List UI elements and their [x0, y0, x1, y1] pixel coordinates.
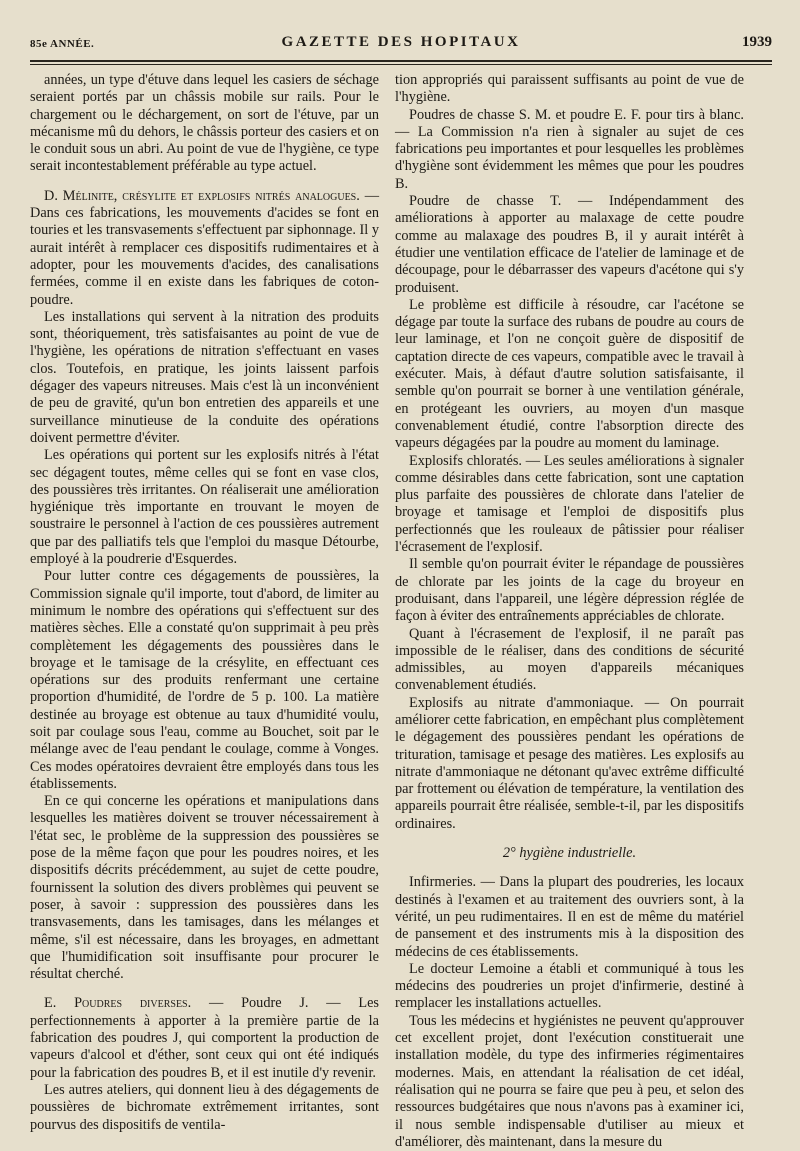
header-rule-thin: [30, 64, 772, 65]
paragraph: E. Poudres diverses. — Poudre J. — Les perfectionnements à apporter à la première partie de la fabrication des poudres J, qui comportent la production de vapeurs d'alcool et d'éther, sont ceux qui ont été indiqués pour la fabrication des poudres B, et il est inutile d'y revenir.: [30, 995, 380, 1081]
right-column: [395, 72, 744, 1150]
paragraph: Quant à l'écrasement de l'explosif, il ne paraît pas impossible de le réaliser, dans des conditions de sécurité admissibles, au moyen d'appareils mécaniques convenablement étudiés.: [395, 625, 744, 694]
paragraph: Explosifs chloratés. — Les seules améliorations à signaler comme désirables dans cette fabrication, sont une captation plus parfaite des poussières de chlorate dans l'atelier de broyage et tamisage et l'emploi de dispositifs plus perfectionnés que les rouleaux de pâtissier pour réaliser l'écrasement de l'explosif.: [395, 452, 744, 556]
paragraph: Le problème est difficile à résoudre, car l'acétone se dégage par toute la surface des rubans de poudre au cours de leur laminage, et l'on ne conçoit guère de dispositif de captation directe de ces vapeurs, compatible avec le travail à exécuter. Mais, à défaut d'autre solution satisfaisante, il semble qu'on pourrait se borner à une ventilation générale, en protégeant les ouvriers, au moyen d'un masque convenablement étudié, contre l'absorption directe des vapeurs dégagées par la poudre au moment du laminage.: [395, 296, 744, 452]
left-column: [30, 72, 379, 1137]
paragraph: Infirmeries. — Dans la plupart des poudreries, les locaux destinés à l'examen et au traitement des ouvriers sont, à la vérité, un peu rudimentaires. Il en est de même du matériel de pansement et des instruments mis à la disposition des médecins de ces établissements.: [395, 874, 744, 960]
section-lead: D. Mélinite, crésylite et explosifs nitrés analogues.: [44, 187, 360, 204]
paragraph: Les autres ateliers, qui donnent lieu à des dégagements de poussières de bichromate extrêmement irritantes, sont pourvus des dispositifs de ventila-: [30, 1081, 379, 1133]
paragraph: Il semble qu'on pourrait éviter le répandage de poussières de chlorate par les joints de la cage du broyeur en produisant, dans l'appareil, une légère dépression réglée de façon à éviter des entraînements appréciables de chlorate.: [395, 556, 744, 625]
paragraph: Tous les médecins et hygiénistes ne peuvent qu'approuver cet excellent projet, dont l'exécution constituerait une installation modèle, du type des infirmeries régimentaires modernes. Mais, en attendant la réalisation de cet idéal, réalisation qui ne pourra se faire que peu à peu, et selon des ressources budgétaires que nous n'avons pas à examiner ici, il nous semble indispensable d'utiliser au mieux et d'améliorer, dès maintenant, dans la mesure du: [395, 1012, 744, 1150]
paragraph: En ce qui concerne les opérations et manipulations dans lesquelles les matières doivent se trouver nécessairement à l'état sec, le problème de la suppression des poussières se pose de la même façon que pour les poudres noires, et les dispositifs décrits précédemment, au sujet de cette poudre, fournissent la solution des divers problèmes qui peuvent se poser, à savoir : suppression des poussières dans les transvasements, dans les tamisages, dans les mélanges et même, s'il est nécessaire, dans les broyages, en admettant que l'humidification soit insuffisante pour procurer le résultat cherché.: [30, 793, 379, 983]
section-heading: 2° hygiène industrielle.: [502, 845, 637, 862]
section-lead: E. Poudres diverses.: [44, 995, 192, 1012]
paragraph: années, un type d'étuve dans lequel les casiers de séchage seraient portés par un châssis mobile sur rails. Pour le chargement ou le déchargement, on sort de l'étuve, par un mécanisme mû du dehors, le châssis porteur des casiers et on le conduit sous un abri. Au point de vue de l'hygiène, ce type serait incontestablement préférable au type actuel.: [30, 72, 379, 175]
paragraph: Poudre de chasse T. — Indépendamment des améliorations à apporter au malaxage de cette poudre comme au malaxage des poudres B, il y aurait intérêt à étudier une ventilation efficace de l'atelier de laminage et de découpage, pour le débarrasser des vapeurs d'acétone qui s'y produisent.: [395, 193, 744, 296]
paragraph: Explosifs au nitrate d'ammoniaque. — On pourrait améliorer cette fabrication, en empêchant plus complètement le dégagement des poussières pendant les opérations de trituration, tamisage et pesage des matières. Les explosifs au nitrate d'ammoniaque ne détonant qu'avec extrême difficulté par frottement ou élévation de température, la ventilation des appareils pourrait être réalisée, semble-t-il, par les dispositifs ordinaires.: [395, 694, 744, 832]
issue-label: 85e ANNÉE.: [30, 38, 95, 50]
paragraph: tion appropriés qui paraissent suffisants au point de vue de l'hygiène.: [395, 72, 744, 106]
paragraph: D. Mélinite, crésylite et explosifs nitrés analogues. — Dans ces fabrications, les mouvements d'acides se font en touries et les transvasements s'effectuent par siphonnage. Il y aurait intérêt à remplacer ces dispositifs rudimentaires et à adopter, pour les mouvements d'acides, des canalisations fermées, comme il en existe dans les fabriques de coton-poudre.: [30, 187, 380, 308]
page-number: 1939: [742, 34, 772, 50]
header-rule-thick: [30, 60, 772, 62]
page-header: [30, 34, 772, 56]
paragraph: Pour lutter contre ces dégagements de poussières, la Commission signale qu'il importe, tout d'abord, de limiter au minimum le nombre des opérations qui s'effectuent sur des matières sèches. Elle a constaté qu'on supprimait à peu près complètement les dégagements des poussières dans le broyage et le tamisage de la crésylite, en effectuant ces opérations sur des produits renfermant une certaine proportion d'humidité, de l'ordre de 5 p. 100. La matière destinée au broyage est obtenue au taux d'humidité voulu, soit par coulage sous l'eau, comme au Bouchet, soit par le mélange avec de l'eau pendant le coulage, comme à Vonges. Ces modes opératoires devraient être employés dans tous les établissements.: [30, 568, 379, 792]
paragraph: Poudres de chasse S. M. et poudre E. F. pour tirs à blanc. — La Commission n'a rien à signaler au sujet de ces fabrications peu importantes et pour lesquelles les problèmes d'hygiène sont évidemment les mêmes que pour les poudres B.: [395, 106, 744, 192]
paragraph: Les installations qui servent à la nitration des produits sont, théoriquement, très satisfaisantes au point de vue de l'hygiène, les opérations de nitration s'effectuant en vases clos. Toutefois, en pratique, les joints laissent parfois dégager des vapeurs nitreuses. Mais c'est là un inconvénient de peu de gravité, qu'un bon entretien des appareils et une surveillance minutieuse de la conduite des opérations doivent permettre d'éviter.: [30, 308, 379, 446]
paragraph: Le docteur Lemoine a établi et communiqué à tous les médecins des poudreries un projet d'infirmerie, destiné à remplacer les installations actuelles.: [395, 960, 744, 1012]
paragraph: Les opérations qui portent sur les explosifs nitrés à l'état sec dégagent toutes, même celles qui se font en vase clos, des poussières très irritantes. On réaliserait une amélioration hygiénique très importante en trouvant le moyen de soustraire le personnel à l'action de ces poussières autrement que par des palliatifs tels que l'emploi du masque Détourbe, employé à la poudrerie d'Esquerdes.: [30, 447, 379, 568]
journal-title: GAZETTE DES HOPITAUX: [281, 34, 521, 50]
